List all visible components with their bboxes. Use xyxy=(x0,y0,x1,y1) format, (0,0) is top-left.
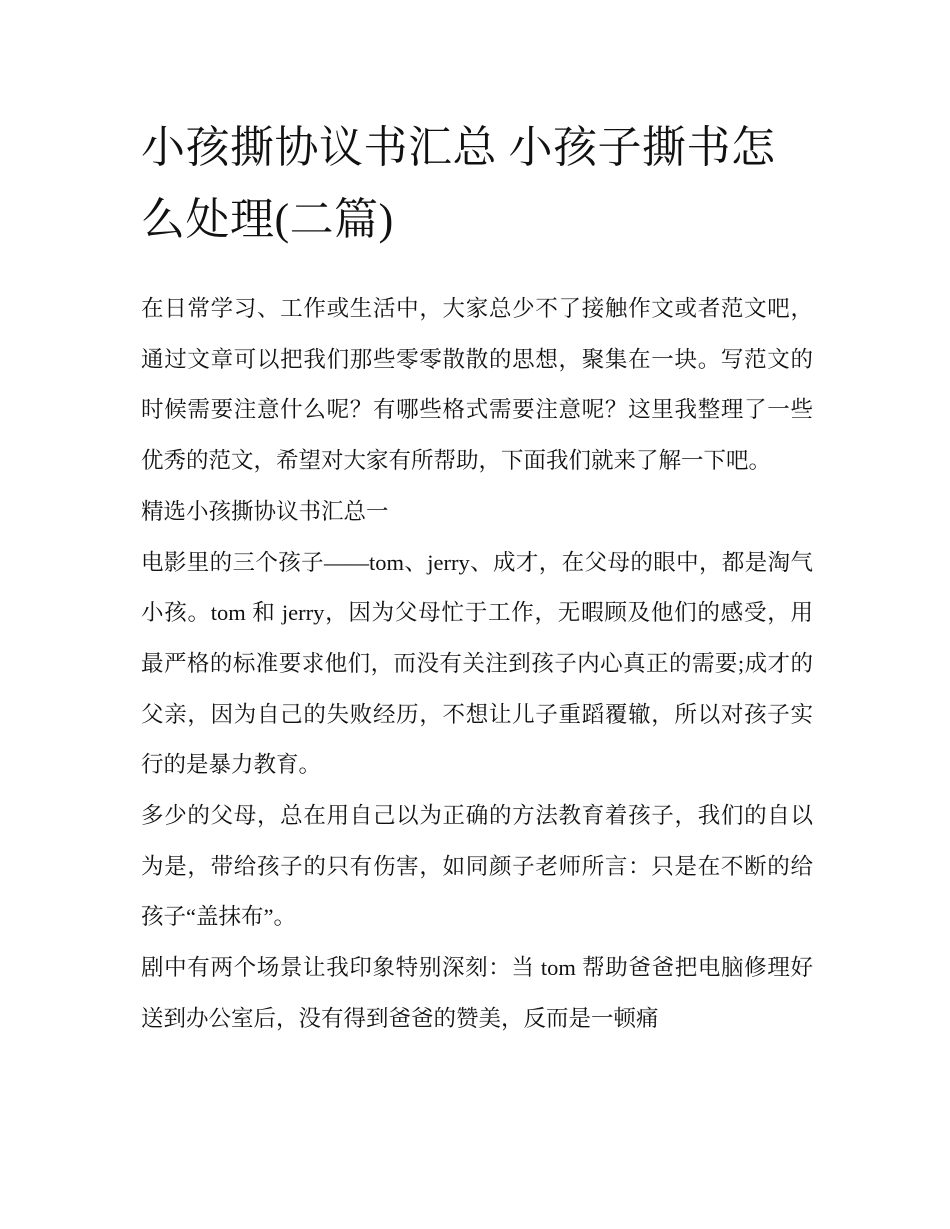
section-heading: 精选小孩撕协议书汇总一 xyxy=(141,498,389,524)
body-paragraph-3: 剧中有两个场景让我印象特别深刻：当 tom 帮助爸爸把电脑修理好送到办公室后，没有得到爸爸的赞美，反而是一顿痛 xyxy=(141,955,813,1031)
document-title: 小孩撕协议书汇总 小孩子撕书怎么处理(二篇) xyxy=(141,123,776,244)
document-content xyxy=(141,112,813,1045)
body-paragraph-2: 多少的父母，总在用自己以为正确的方法教育着孩子，我们的自以为是，带给孩子的只有伤害，如同颜子老师所言：只是在不断的给孩子“盖抹布”。 xyxy=(141,803,813,930)
intro-paragraph: 在日常学习、工作或生活中，大家总少不了接触作文或者范文吧，通过文章可以把我们那些零零散散的思想，聚集在一块。写范文的时候需要注意什么呢？有哪些格式需要注意呢？这里我整理了一些优秀的范文，希望对大家有所帮助，下面我们就来了解一下吧。 xyxy=(141,296,813,474)
body-paragraph-1: 电影里的三个孩子——tom、jerry、成才，在父母的眼中，都是淘气小孩。tom 和 jerry，因为父母忙于工作，无暇顾及他们的感受，用最严格的标准要求他们，而没有关注到孩子内心真正的需要;成才的父亲，因为自己的失败经历，不想让儿子重蹈覆辙，所以对孩子实行的是暴力教育。 xyxy=(141,549,813,778)
